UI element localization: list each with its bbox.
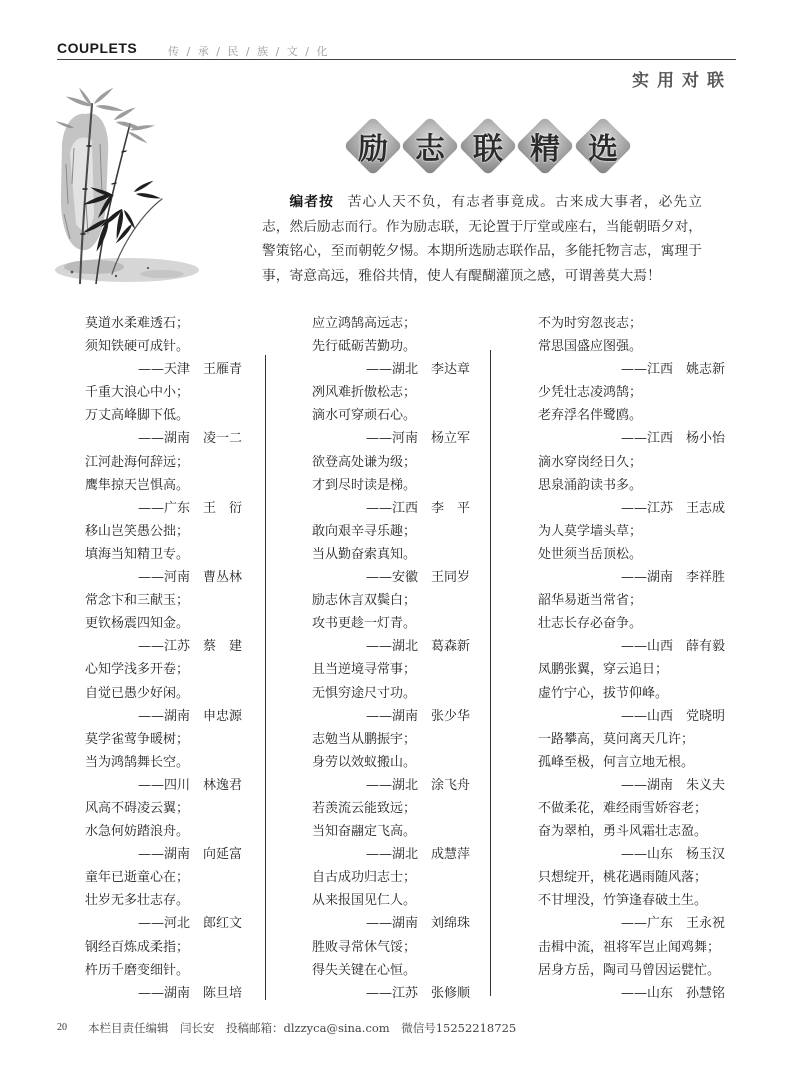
couplet-byline: ——山东 杨玉汉 bbox=[620, 847, 725, 863]
ground-wash bbox=[55, 258, 199, 282]
couplet-entry bbox=[538, 658, 725, 727]
couplet-entry bbox=[85, 312, 242, 381]
couplet-lower-line: 孤峰至极，何言立地无根。 bbox=[538, 754, 695, 770]
couplet-upper-line: 凤鹏张翼，穿云追日； bbox=[538, 662, 669, 678]
title-char: 选 bbox=[588, 132, 618, 167]
couplet-entry bbox=[538, 589, 725, 658]
editor-credit: 本栏目责任编辑 闫长安 投稿邮箱：dlzzyca@sina.com 微信号15252218725 bbox=[88, 1021, 517, 1035]
couplet-upper-line: 移山岂笑愚公拙； bbox=[85, 523, 190, 539]
title-char: 联 bbox=[473, 132, 503, 167]
couplet-entry bbox=[538, 520, 725, 589]
couplet-entry bbox=[312, 381, 470, 450]
couplet-entry bbox=[312, 728, 470, 797]
couplet-upper-line: 自古成功归志士； bbox=[312, 870, 417, 886]
couplet-byline: ——河南 杨立军 bbox=[365, 431, 470, 447]
couplet-byline: ——山西 薛有毅 bbox=[620, 639, 725, 655]
couplet-upper-line: 少凭壮志凌鸿鹄； bbox=[538, 385, 643, 401]
couplet-upper-line: 为人莫学墙头草； bbox=[538, 523, 643, 539]
editor-note-label: 编者按 bbox=[289, 194, 334, 210]
couplet-entry bbox=[538, 381, 725, 450]
couplet-entry bbox=[538, 728, 725, 797]
title-char-cell bbox=[516, 115, 574, 177]
couplet-entry bbox=[85, 589, 242, 658]
couplet-upper-line: 敢向艰辛寻乐趣； bbox=[312, 523, 417, 539]
couplet-byline: ——四川 林逸君 bbox=[137, 777, 242, 793]
couplet-column-1 bbox=[85, 312, 242, 1005]
header-rule bbox=[57, 59, 736, 60]
couplet-entry bbox=[85, 658, 242, 727]
page-number: 20 bbox=[57, 1022, 67, 1033]
couplet-lower-line: 常思国盛应图强。 bbox=[538, 339, 643, 355]
couplet-upper-line: 莫道水柔难透石； bbox=[85, 316, 190, 331]
couplet-lower-line: 不甘埋没，竹笋逢春破土生。 bbox=[538, 893, 708, 909]
magazine-tagline: 传 / 承 / 民 / 族 / 文 / 化 bbox=[168, 45, 330, 58]
couplet-upper-line: 韶华易逝当常省； bbox=[538, 593, 643, 609]
column-divider bbox=[265, 355, 266, 1000]
couplet-entry bbox=[85, 936, 242, 1005]
couplet-byline: ——湖南 刘绵珠 bbox=[365, 916, 470, 932]
couplet-upper-line: 童年已逝童心在； bbox=[85, 870, 190, 886]
couplet-byline: ——河北 郎红文 bbox=[137, 916, 242, 932]
couplet-lower-line: 思泉涌韵读书多。 bbox=[538, 477, 643, 493]
couplet-lower-line: 处世须当岳顶松。 bbox=[538, 546, 643, 562]
couplet-byline: ——天津 王雁青 bbox=[137, 362, 242, 378]
couplet-entry bbox=[312, 866, 470, 935]
couplet-upper-line: 滴水穿岗经日久； bbox=[538, 454, 643, 470]
couplet-upper-line: 常念卞和三献玉； bbox=[85, 593, 190, 609]
title-char: 励 bbox=[358, 132, 388, 167]
rock bbox=[61, 113, 108, 250]
editor-note bbox=[262, 190, 702, 288]
couplet-upper-line: 一路攀高，莫问离天几许； bbox=[538, 731, 695, 747]
couplet-upper-line: 风高不碍凌云翼； bbox=[85, 800, 190, 816]
couplet-byline: ——山西 党晓明 bbox=[620, 708, 725, 724]
couplet-entry bbox=[538, 866, 725, 935]
couplet-upper-line: 且当逆境寻常事； bbox=[312, 662, 417, 678]
couplet-byline: ——河南 曹丛林 bbox=[137, 570, 242, 586]
couplet-lower-line: 更钦杨震四知金。 bbox=[85, 616, 190, 632]
couplet-lower-line: 老弃浮名伴鹭鸥。 bbox=[538, 408, 643, 424]
couplet-byline: ——湖南 凌一二 bbox=[137, 431, 242, 447]
couplet-byline: ——湖南 陈旦培 bbox=[137, 985, 242, 1001]
couplet-entry bbox=[312, 451, 470, 520]
couplet-upper-line: 千重大浪心中小； bbox=[85, 385, 190, 401]
couplet-byline: ——山东 孙慧铭 bbox=[620, 985, 725, 1001]
couplet-upper-line: 不为时穷忽丧志； bbox=[538, 316, 643, 331]
couplet-column-2 bbox=[312, 312, 470, 1005]
couplet-upper-line: 欲登高处谦为级； bbox=[312, 454, 417, 470]
couplet-entry bbox=[312, 658, 470, 727]
title-char: 精 bbox=[530, 132, 560, 167]
couplet-lower-line: 居身方岳，陶司马曾因运甓忙。 bbox=[538, 962, 721, 978]
couplet-lower-line: 万丈高峰脚下低。 bbox=[85, 408, 190, 424]
couplet-lower-line: 水急何妨踏浪舟。 bbox=[85, 824, 190, 840]
couplet-entry bbox=[312, 589, 470, 658]
title-char-cell bbox=[344, 115, 402, 177]
editor-note-text: 苦心人天不负，有志者事竟成。古来成大事者，必先立志，然后励志而行。作为励志联，无论置于厅堂或座右，当能朝晤夕对，警策铭心，至而朝乾夕惕。本期所选励志联作品，多能托物言志，寓理于事，寄意高远，雅俗共情，使人有醍醐灌顶之感，可谓善莫大焉！ bbox=[262, 194, 703, 284]
couplet-byline: ——广东 王 衍 bbox=[137, 500, 242, 516]
couplet-upper-line: 莫学雀莺争暖树； bbox=[85, 731, 190, 747]
couplet-byline: ——江西 李 平 bbox=[365, 500, 470, 516]
couplet-lower-line: 当为鸿鹄舞长空。 bbox=[85, 754, 190, 770]
couplet-entry bbox=[85, 728, 242, 797]
title-char: 志 bbox=[415, 132, 445, 167]
couplet-byline: ——湖北 葛森新 bbox=[365, 639, 470, 655]
column-divider bbox=[490, 350, 491, 996]
couplet-upper-line: 钢经百炼成柔指； bbox=[85, 939, 190, 955]
couplet-entry bbox=[85, 451, 242, 520]
couplet-lower-line: 杵历千磨变细针。 bbox=[85, 962, 190, 978]
couplet-byline: ——江苏 王志成 bbox=[620, 500, 725, 516]
couplet-entry bbox=[85, 797, 242, 866]
couplet-lower-line: 壮岁无多壮志存。 bbox=[85, 893, 190, 909]
couplet-entry bbox=[538, 797, 725, 866]
section-title: 实用对联 bbox=[632, 71, 732, 91]
couplet-upper-line: 不做柔花，难经雨雪娇容老； bbox=[538, 800, 708, 816]
couplet-upper-line: 励志休言双鬓白； bbox=[312, 593, 417, 609]
couplet-byline: ——江苏 蔡 建 bbox=[137, 639, 242, 655]
couplet-lower-line: 虚竹宁心，拔节仰峰。 bbox=[538, 685, 669, 701]
couplet-upper-line: 胜败寻常休气馁； bbox=[312, 939, 417, 955]
couplet-entry bbox=[538, 936, 725, 1005]
couplet-lower-line: 滴水可穿顽石心。 bbox=[312, 408, 417, 424]
couplet-upper-line: 心知学浅多开卷； bbox=[85, 662, 190, 678]
couplet-lower-line: 无惧穷途尺寸功。 bbox=[312, 685, 417, 701]
couplet-entry bbox=[85, 381, 242, 450]
couplet-upper-line: 若羡流云能致远； bbox=[312, 800, 417, 816]
couplet-entry bbox=[312, 312, 470, 381]
couplet-byline: ——湖南 张少华 bbox=[365, 708, 470, 724]
title-char-cell bbox=[401, 115, 459, 177]
couplet-lower-line: 从来报国见仁人。 bbox=[312, 893, 417, 909]
couplet-byline: ——江西 姚志新 bbox=[620, 362, 725, 378]
magazine-brand: COUPLETS bbox=[57, 40, 138, 56]
couplet-lower-line: 当知奋翮定飞高。 bbox=[312, 824, 417, 840]
couplet-entry bbox=[312, 520, 470, 589]
couplet-entry bbox=[312, 936, 470, 1005]
couplet-lower-line: 奋为翠柏，勇斗风霜壮志盈。 bbox=[538, 824, 708, 840]
couplet-lower-line: 鹰隼掠天岂惧高。 bbox=[85, 477, 190, 493]
couplet-lower-line: 先行砥砺苦勤功。 bbox=[312, 339, 417, 355]
couplet-byline: ——安徽 王同岁 bbox=[365, 570, 470, 586]
couplet-byline: ——湖北 成慧萍 bbox=[365, 847, 470, 863]
couplet-upper-line: 江河赴海何辞远； bbox=[85, 454, 190, 470]
couplet-upper-line: 只想绽开，桃花遇雨随风落； bbox=[538, 870, 708, 886]
couplet-entry bbox=[538, 312, 725, 381]
couplet-byline: ——湖北 涂飞舟 bbox=[365, 777, 470, 793]
couplet-upper-line: 志勉当从鹏振宇； bbox=[312, 731, 417, 747]
couplet-lower-line: 身劳以效蚁搬山。 bbox=[312, 754, 417, 770]
couplet-entry bbox=[312, 797, 470, 866]
couplet-byline: ——湖南 申忠源 bbox=[137, 708, 242, 724]
couplet-upper-line: 应立鸿鹄高远志； bbox=[312, 316, 417, 331]
couplet-lower-line: 自觉已愚少好闲。 bbox=[85, 685, 190, 701]
couplet-entry bbox=[85, 520, 242, 589]
couplet-lower-line: 得失关键在心恒。 bbox=[312, 962, 417, 978]
couplet-byline: ——湖南 朱义夫 bbox=[620, 777, 725, 793]
couplet-byline: ——湖南 李祥胜 bbox=[620, 570, 725, 586]
couplet-byline: ——江西 杨小怡 bbox=[620, 431, 725, 447]
couplet-lower-line: 填海当知精卫专。 bbox=[85, 546, 190, 562]
couplet-lower-line: 壮志长存必奋争。 bbox=[538, 616, 643, 632]
couplet-upper-line: 击楫中流，祖将军岂止闻鸡舞； bbox=[538, 939, 721, 955]
couplet-lower-line: 须知铁硬可成针。 bbox=[85, 339, 190, 355]
title-char-cell bbox=[459, 115, 517, 177]
couplet-entry bbox=[538, 451, 725, 520]
bamboo-ink-painting bbox=[52, 84, 202, 284]
couplet-lower-line: 当从勤奋索真知。 bbox=[312, 546, 417, 562]
couplet-byline: ——湖南 向延富 bbox=[137, 847, 242, 863]
couplet-lower-line: 攻书更趁一灯青。 bbox=[312, 616, 417, 632]
couplet-byline: ——江苏 张修顺 bbox=[365, 985, 470, 1001]
couplet-byline: ——湖北 李达章 bbox=[365, 362, 470, 378]
couplet-entry bbox=[85, 866, 242, 935]
couplet-byline: ——广东 王永祝 bbox=[620, 916, 725, 932]
couplet-lower-line: 才到尽时读是梯。 bbox=[312, 477, 417, 493]
title-char-cell bbox=[574, 115, 632, 177]
couplet-upper-line: 冽风难折傲松志； bbox=[312, 385, 417, 401]
couplet-column-3 bbox=[538, 312, 725, 1005]
